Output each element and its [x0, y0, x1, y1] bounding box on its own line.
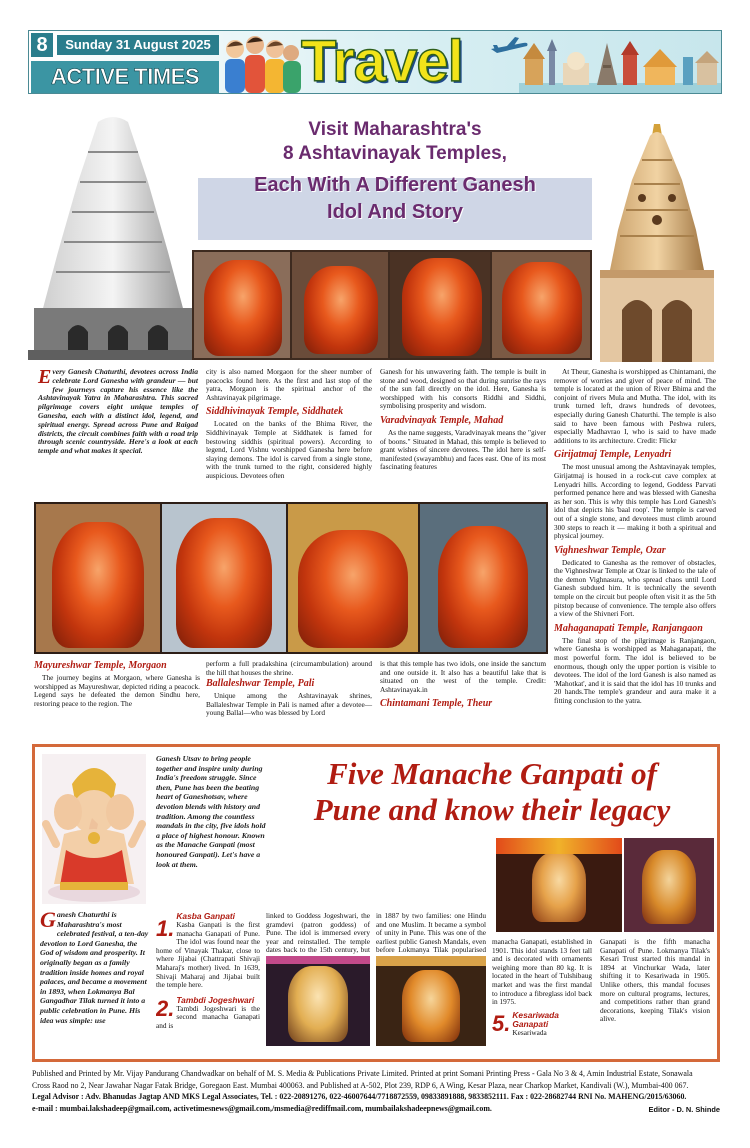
- subhead-siddhatek: Siddhivinayak Temple, Siddhatek: [206, 406, 344, 418]
- feature-col-2-top: [206, 368, 372, 482]
- body-text: city is also named Morgaon for the sheer number of peacocks found here. As the first and last stop of the yatra, Morgaon is the spiritual anchor of the Ashtavinayak pilgrimage.: [206, 367, 372, 402]
- feature-col-4: [554, 368, 716, 707]
- manache-quote: Ganesh Utsav to bring people together and inspire unity during India's freedom struggle. Since then, Pune has been the beating heart of Ganeshotsav, where devotion blends with history and tradition. Among the countless mandals in the city, five idols hold a place of highest honour. Known as the Manache Ganpati (most honoured Ganpati). Let's have a look at them.: [156, 754, 266, 869]
- item-number: 1.: [156, 916, 175, 941]
- imprint-line-1: Published and Printed by Mr. Vijay Pandurang Chandwadkar on behalf of M. S. Media & Publications Private Limited. Printed at print Somani Printing Press - Gala No 3 & 4, Amin Industrial Estate, Sonawala: [32, 1069, 693, 1078]
- body-text: The final stop of the pilgrimage is Ranjangaon, where Ganesha is worshipped as Mahaganapati, the most powerful form. The idol is believed to be enormous, though only the upper portion is visible to devotees. The idol of the lord Ganesh is also named as 'Mahotkat', and it is said that the idol has 10 trunks and 20 hands.The temple's grandeur and aura make it a fitting conclusion to the yatra.: [554, 635, 716, 705]
- subhead-ranjangaon: Mahaganapati Temple, Ranjangaon: [554, 622, 703, 634]
- idol-photo-strip-middle: [34, 502, 548, 654]
- temple-photo-right: [592, 120, 722, 362]
- feature-col-1-bottom: [34, 660, 200, 709]
- body-text: At Theur, Ganesha is worshipped as Chintamani, the remover of worries and giver of peace of mind. The temple is located at the union of River Bhima and the conjoint of rivers Mula and Mutha. The idol, with its trunk turned left, draws hundreds of devotees, especially during Ganesh Chaturthi. The temple is also said to have been famous with Peshwa rulers, especially Madhavrao I, who is said to have made additions to its architecture. Credit: Flickr: [554, 367, 716, 445]
- body-text: Located on the banks of the Bhima River, the Siddhivinayak Temple at Siddhatek is famed for bestowing siddhis (spiritual powers). According to legend, Lord Vishnu worshipped Ganesha here before slaying demons. The idol is carved from a single stone, with the trunk turned to the right, considered highly auspicious. Devotees often: [206, 419, 372, 480]
- ganesh-idol-photo: [42, 754, 146, 904]
- feature-col-3-bottom: [380, 660, 546, 712]
- idol-photo: [288, 504, 418, 652]
- body-text: Unique among the Ashtavinayak shrines, Ballaleshwar Temple in Pali is named after a devotee—young Ballal—who was blessed by Lord: [206, 691, 372, 718]
- subhead-theur: Chintamani Temple, Theur: [380, 698, 493, 710]
- headline-line-1: Visit Maharashtra's: [308, 119, 482, 140]
- temple-photo-left: [28, 112, 198, 360]
- paper-name: ACTIVE TIMES: [31, 61, 219, 93]
- kesariwada-text: Kesariwada: [512, 1027, 547, 1037]
- manache-col-0: [40, 907, 150, 1025]
- manache-col-1: [156, 912, 260, 1031]
- headline-line-4: Idol And Story: [327, 201, 463, 223]
- body-text: Dedicated to Ganesha as the remover of obstacles, the Vighneshwar Temple at Ozar is linked to the tale of the demon Vighnasura, who spread chaos until Lord Ganesh subdued him. It is technically the seventh temple on the circuit but people often visit it as the 5th pitstop because of convenience. The temple also offers a view of the Shivneri Fort.: [554, 557, 716, 619]
- idol-photo: [292, 252, 388, 358]
- subhead-mahad: Varadvinayak Temple, Mahad: [380, 414, 504, 426]
- masthead: [28, 30, 722, 94]
- manache-headline-1: Five Manache Ganpati of: [327, 756, 657, 791]
- body-text: The journey begins at Morgaon, where Ganesha is worshipped as Mayureshwar, depicted riding a peacock. Legend says he defeated the demon Sindhu here, restoring peace to the region. The: [34, 673, 200, 708]
- idol-photo: [36, 504, 160, 652]
- manache-headline: [272, 756, 712, 828]
- idol-photo: [162, 504, 286, 652]
- body-text: Ganapati is the fifth manacha Ganapati of Pune. Lokmanya Tilak's Kesari Trust started this mandal in 1894 at Vinchurkar Wada, later shifting it to Kesariwada in 1905. Unlike others, this mandal focuses more on cultural programs, lectures, and competitions rather than grand decorations, keeping Tilak's vision alive.: [600, 937, 710, 1024]
- headline-line-3: Each With A Different Ganesh: [254, 174, 536, 196]
- kasba-text: Kasba Ganpati is the first manacha Ganapati of Pune. The idol was found near the home of Vinayak Thakar, close to where Jijabai (Chattrapati Shivaji Maharaj's mother) lived. In 1639, Shivaji Maharaj and Jijabai built the temple here.: [156, 920, 260, 990]
- landmarks-skyline: [519, 37, 721, 93]
- body-text: in 1887 by two families: one Hindu and one Muslim. It became a symbol of unity in Pune. This was one of the earliest public Ganesh Mandals, even before Lokmanya Tilak popularised: [376, 911, 486, 955]
- body-text: linked to Goddess Jogeshwari, the gramdevi (patron goddess) of Pune. The idol is immersed every year and reinstalled. The temple dates back to the 15th century, but: [266, 911, 370, 955]
- issue-date: Sunday 31 August 2025: [57, 35, 219, 55]
- body-text: The most unusual among the Ashtavinayak temples, Girijatmaj is housed in a rock-cut cave complex at Lenyadri hills. According to legend, Goddess Parvati performed penance here and was blessed with Ganesha as her son. This is why this temple has Lord Ganesh's idol that depicts his 'baal roop'. The temple is carved out of a single stone, and devotees must climb around 300 steps to reach it — making it both a spiritual and physical journey.: [554, 462, 716, 541]
- manache-col-4: [492, 938, 592, 1037]
- kesariwada-title: Kesariwada Ganapati: [512, 1010, 559, 1029]
- feature-col-2-bottom: [206, 660, 372, 719]
- idol-photo: [492, 252, 590, 358]
- manache-col-5: [600, 938, 710, 1024]
- idol-photo: [194, 252, 290, 358]
- feature-col-3-top: [380, 368, 546, 473]
- feature-headline: [198, 118, 592, 226]
- travelers-illustration: [221, 33, 301, 93]
- item-number: 2.: [156, 995, 175, 1021]
- subhead-pali: Ballaleshwar Temple, Pali: [206, 678, 315, 690]
- manache-headline-2: Pune and know their legacy: [313, 792, 671, 827]
- body-text: As the name suggests, Varadvinayak means the "giver of boons." Situated in Mahad, this temple is believed to grant wishes of sincere devotees. The idol here is self-manifested (swayambhu) and faces east. One of its most fascinating features: [380, 427, 546, 472]
- drop-cap: G: [40, 907, 56, 932]
- body-text: Ganesh for his unwavering faith. The temple is built in stone and wood, designed so that during sunrise the rays of the sun fall directly on the idol. Here, Ganesha is worshipped with his consorts Riddhi and Siddhi, symbolising prosperity and wisdom.: [380, 367, 546, 411]
- subhead-morgaon: Mayureshwar Temple, Morgaon: [34, 660, 167, 671]
- tambdi-title: Tambdi Jogeshwari: [176, 995, 255, 1005]
- feature-intro: very Ganesh Chaturthi, devotees across India celebrate Lord Ganesha with grandeur — but few journeys capture his essence like the Ashtavinayak Yatra in Maharashtra. This sacred pilgrimage covers eight unique temples of Ganesha, each with a distinct idol, legend, and spiritual energy. Spread across Pune and Raigad districts, the circuit combines faith with a road trip through scenic countryside. Here's a look at each temple and what makes it special.: [38, 367, 198, 456]
- editor-credit: Editor - D. N. Shinde: [648, 1105, 720, 1114]
- imprint-line-4: e-mail : mumbai.lakshadeep@gmail.com, activetimesnews@gmail.com,/msmedia@rediffmail.com, mumbailakshadeepnews@gmail.com.: [32, 1103, 492, 1113]
- tambdi-text: Tambdi Jogeshwari is the second manacha Ganapati and is: [156, 1003, 260, 1030]
- item-number: 5.: [492, 1010, 511, 1036]
- feature-col-1-top: [38, 368, 198, 456]
- imprint-line-3: Legal Advisor : Adv. Bhanudas Jagtap AND MKS Legal Associates, Tel. : 022-20891276, 022-46007644/7718872559, 09833891888, 9833852111. Fax : 022-28682744 RNI No. MAHENG/2015/63060.: [32, 1092, 687, 1101]
- idol-photo: [420, 504, 546, 652]
- subhead-lenyadri: Girijatmaj Temple, Lenyadri: [554, 449, 672, 461]
- idol-photo: [390, 252, 490, 358]
- idol-photo-strip-top: [192, 250, 592, 360]
- imprint: [32, 1068, 720, 1114]
- subhead-ozar: Vighneshwar Temple, Ozar: [554, 544, 666, 556]
- kasba-title: Kasba Ganpati: [176, 912, 236, 921]
- drop-cap: E: [38, 366, 52, 388]
- manache-intro: anesh Chaturthi is Maharashtra's most celebrated festival, a ten-day devotion to Lord Ganesha, the God of wisdom and prosperity. It originally began as a family tradition inside homes and royal palaces, and became a movement in 1893, when Lokmanya Bal Gangadhar Tilak turned it into a public celebration in Pune. His idea was simple: use: [40, 910, 149, 1025]
- section-title: Travel: [301, 29, 463, 94]
- mandal-photo-3: [266, 956, 370, 1046]
- body-text: perform a full pradakshina (circumambulation) around the hill that houses the shrine.: [206, 659, 372, 677]
- page-number: 8: [31, 33, 53, 57]
- mandal-photo-2: [624, 838, 714, 932]
- imprint-line-2: Cross Raod no 2, Near Jawahar Nagar Fatak Bridge, Goregaon East. Mumbai 400063. and Published at A-502, Plot 239, RDP 6, A Wing, Kesar Plaza, near Charkop Market, Kandivali (W.), Mumbai-400 067.: [32, 1080, 689, 1090]
- mandal-photo-1: [496, 838, 622, 932]
- body-text: manacha Ganapati, established in 1901. This idol stands 13 feet tall and is decorated with ornaments weighing more than 80 kg. It is located in the heart of Tulshibaug market and was the first mandal to introduce a fibreglass idol back in 1975.: [492, 937, 592, 1007]
- mandal-photo-4: [376, 956, 486, 1046]
- headline-line-2: 8 Ashtavinayak Temples,: [283, 143, 507, 164]
- body-text: is that this temple has two idols, one inside the sanctum and one outside it. It also has a beautiful lake that is situated on the west of the temple. Credit: Ashtavinayak.in: [380, 659, 546, 694]
